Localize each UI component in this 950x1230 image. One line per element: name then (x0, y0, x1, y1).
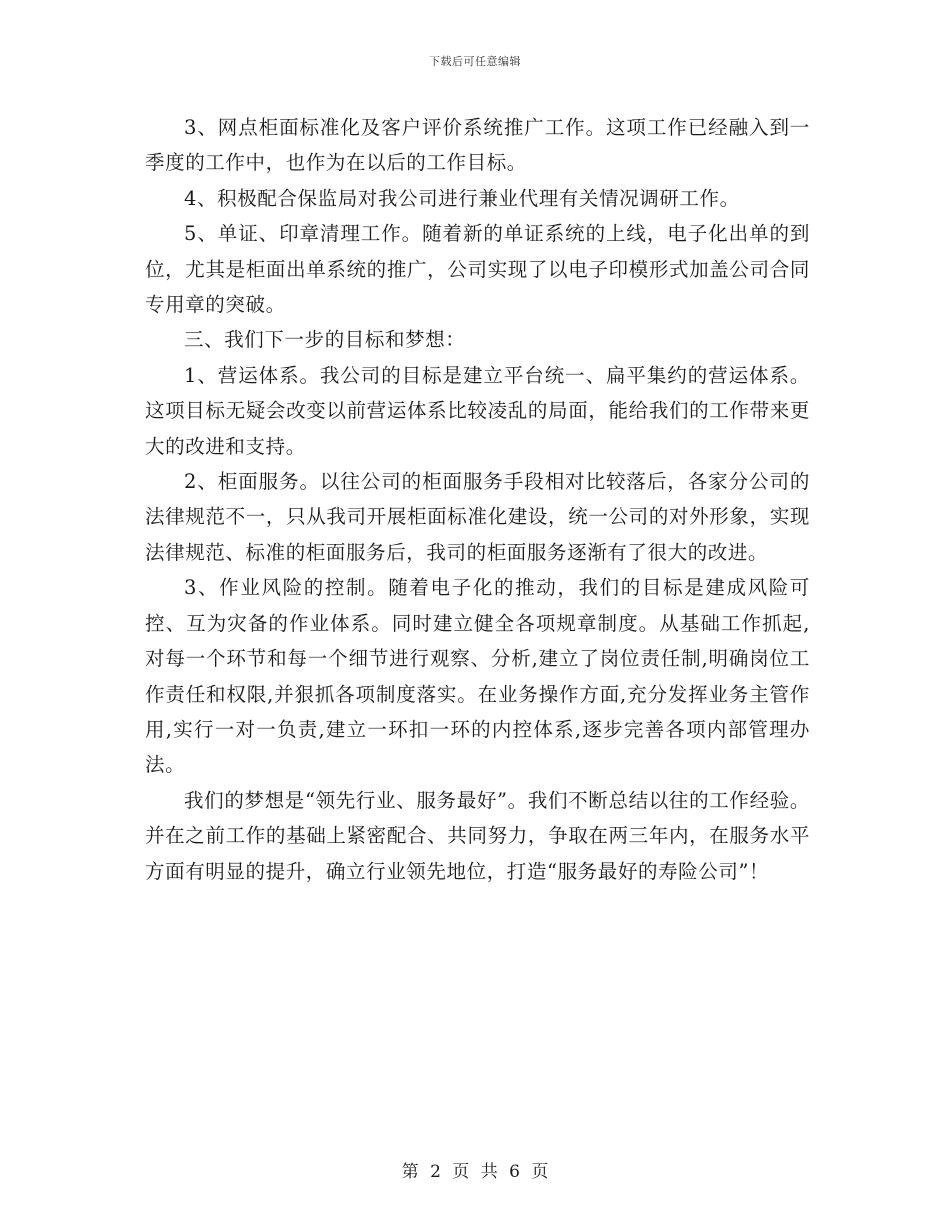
paragraph-item-5: 5、单证、印章清理工作。随着新的单证系统的上线，电子化出单的到位，尤其是柜面出单系统的推广，公司实现了以电子印模形式加盖公司合同专用章的突破。 (145, 222, 810, 317)
paragraph-risk-control: 3、作业风险的控制。随着电子化的推动，我们的目标是建成风险可控、互为灾备的作业体系。同时建立健全各项规章制度。从基础工作抓起,对每一个环节和每一个细节进行观察、分析,建立了岗位责任制,明确岗位工作责任和权限,并狠抓各项制度落实。在业务操作方面,充分发挥业务主管作用,实行一对一负责,建立一环扣一环的内控体系,逐步完善各项内部管理办法。 (145, 576, 810, 777)
paragraph-counter-service: 2、柜面服务。以往公司的柜面服务手段相对比较落后，各家分公司的法律规范不一，只从我司开展柜面标准化建设，统一公司的对外形象，实现法律规范、标准的柜面服务后，我司的柜面服务逐渐有了很大的改进。 (145, 470, 810, 564)
document-body (145, 110, 810, 889)
paragraph-operations-system: 1、营运体系。我公司的目标是建立平台统一、扁平集约的营运体系。这项目标无疑会改变以前营运体系比较凌乱的局面，能给我们的工作带来更大的改进和支持。 (145, 363, 810, 458)
section-heading-goals: 三、我们下一步的目标和梦想： (184, 328, 466, 352)
paragraph-item-4: 4、积极配合保监局对我公司进行兼业代理有关情况调研工作。 (184, 186, 740, 210)
paragraph-item-3: 3、网点柜面标准化及客户评价系统推广工作。这项工作已经融入到一季度的工作中，也作为在以后的工作目标。 (145, 116, 810, 175)
page-number: 第 2 页 共 6 页 (401, 1162, 549, 1182)
page-header-note: 下载后可任意编辑 (429, 55, 521, 68)
paragraph-dream: 我们的梦想是“领先行业、服务最好”。我们不断总结以往的工作经验。并在之前工作的基础上紧密配合、共同努力，争取在两三年内，在服务水平方面有明显的提升，确立行业领先地位，打造“服务最好的寿险公司”！ (145, 788, 810, 883)
